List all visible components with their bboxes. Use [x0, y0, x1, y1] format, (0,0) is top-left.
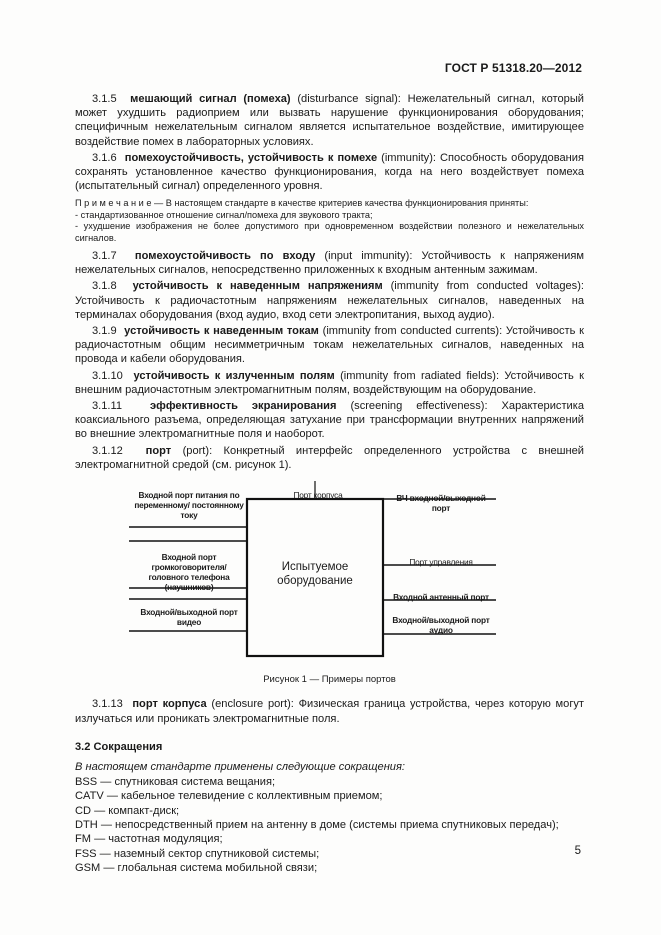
antenna-port-label: Входной антенный порт [393, 592, 489, 603]
power-port-label: Входной порт питания по переменному/ постоянному току [134, 490, 244, 521]
term-3-1-13: 3.1.13 порт корпуса (enclosure port): Физическая граница устройства, через которую могут излучаться или проникать электромагнитные поля. [75, 698, 585, 725]
note-label: П р и м е ч а н и е [75, 198, 152, 209]
control-port-label: Порт управления [409, 557, 473, 568]
section-intro: В настоящем стандарте применены следующие сокращения: [75, 760, 405, 773]
term-3-1-9: 3.1.9 устойчивость к наведенным токам (immunity from conducted currents): Устойчивость к радиочастотным общим несимметричным токам нежелательных сигналов, наведенных на провода и кабели оборудования. [75, 325, 584, 366]
note-item: - ухудшение изображения не более допустимого при одновременном воздействии полезного и нежелательных сигналов. [75, 221, 584, 243]
abbreviation-item: BSS — спутниковая система вещания; [75, 776, 276, 789]
ports-figure [75, 479, 584, 669]
term-3-1-6: 3.1.6 помехоустойчивость, устойчивость к помехе (immunity): Способность оборудования сохранять установленное качество функционирования, когда на него воздействует помеха (испытательный сигнал) определенного уровня. [75, 151, 584, 193]
term-3-1-5: 3.1.5 мешающий сигнал (помеха) (disturbance signal): Нежелательный сигнал, который может ухудшить радиоприем или вызвать нарушение функционирования оборудования; специфичным нежелательным сигналом является испытательное воздействие, имитирующее воздействие помех в лабораторных условиях. [75, 93, 584, 148]
abbreviation-item: FSS — наземный сектор спутниковой системы; [75, 847, 320, 860]
section-heading: 3.2 Сокращения [75, 740, 163, 753]
note-item: - стандартизованное отношение сигнал/помеха для звукового тракта; [75, 209, 373, 220]
note-block [75, 198, 584, 244]
note-text: — В настоящем стандарте в качестве критериев качества функционирования приняты: [151, 198, 529, 209]
page-number: 5 [574, 845, 581, 857]
enclosure-port-label: Порт корпуса [293, 490, 343, 501]
term-3-1-11: 3.1.11 эффективность экранирования (screening effectiveness): Характеристика коаксиального разъема, определяющая затухание при трансформации внутренних напряжений во внешние электромагнитные поля и наоборот. [75, 400, 585, 441]
equipment-box-title: Испытуемое оборудование [277, 561, 353, 588]
speaker-port-label: Входной порт громкоговорителя/ головного телефона (наушников) [148, 552, 230, 593]
video-port-label: Входной/выходной порт видео [140, 607, 238, 628]
term-3-1-8: 3.1.8 устойчивость к наведенным напряжениям (immunity from conducted voltages): Устойчивость к радиочастотным напряжениям нежелательных сигналов, наведенных на терминалах оборудования (вход аудио, вход сети электропитания, выход аудио). [75, 280, 584, 321]
term-3-1-12: 3.1.12 порт (port): Конкретный интерфейс определенного устройства с внешней электромагнитной средой (см. рисунок 1). [75, 444, 585, 471]
audio-port-label: Входной/выходной порт аудио [392, 615, 490, 636]
abbreviation-item: DTH — непосредственный прием на антенну в доме (системы приема спутниковых передач); [75, 819, 559, 831]
document-body [75, 92, 584, 875]
term-3-1-7: 3.1.7 помехоустойчивость по входу (input immunity): Устойчивость к напряжениям нежелательных сигналов, непосредственно приложенных к входным антенным зажимам. [75, 250, 584, 277]
term-3-1-10: 3.1.10 устойчивость к излученным полям (immunity from radiated fields): Устойчивость к внешним радиочастотным электромагнитным полям, воздействующим на оборудование. [75, 369, 584, 396]
figure-caption: Рисунок 1 — Примеры портов [263, 674, 396, 686]
abbreviation-item: FM — частотная модуляция; [75, 833, 223, 846]
standard-header: ГОСТ Р 51318.20—2012 [444, 61, 582, 75]
abbreviation-item: CD — компакт-диск; [75, 804, 180, 817]
abbreviation-item: CATV — кабельное телевидение с коллективным приемом; [75, 790, 383, 803]
rf-port-label: ВЧ входной/выходной порт [396, 493, 486, 514]
abbreviation-item: GSM — глобальная система мобильной связи; [75, 861, 318, 874]
